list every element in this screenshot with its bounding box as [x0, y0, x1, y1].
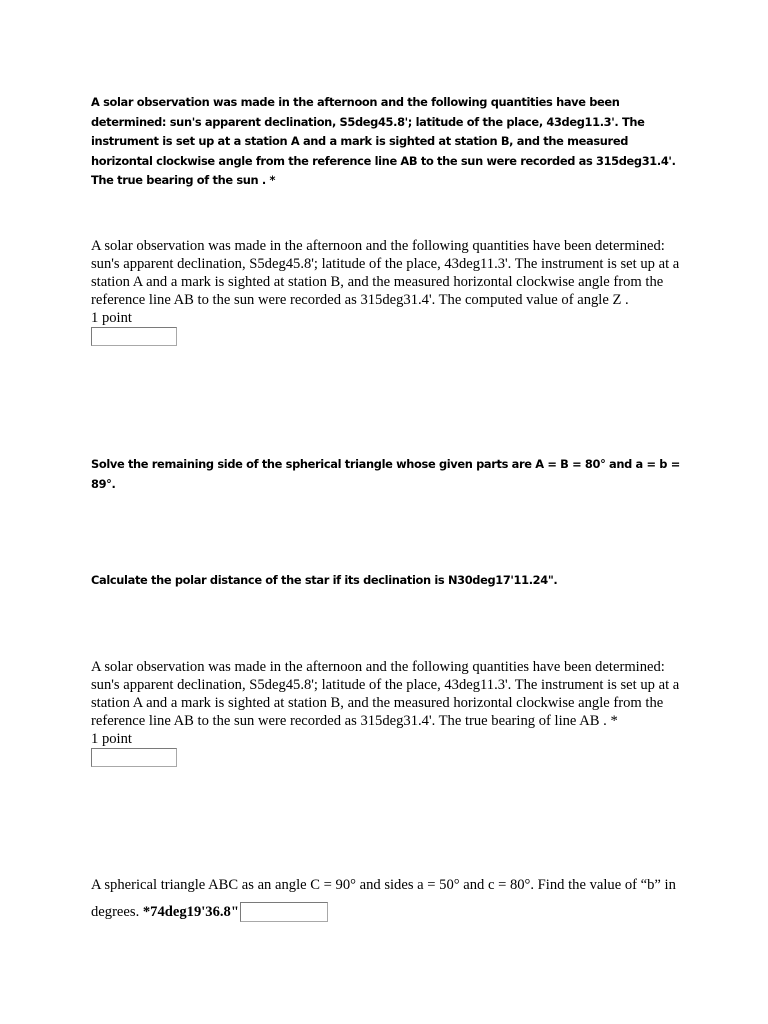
question-5-points: 1 point	[91, 731, 132, 747]
question-6-text: A spherical triangle ABC as an angle C = 90° and sides a = 50° and c = 80°. Find the value of “b” in degrees.	[91, 877, 676, 920]
question-2-points: 1 point	[91, 310, 132, 326]
question-5-answer-input[interactable]	[91, 748, 177, 767]
question-2	[91, 237, 686, 346]
question-3	[91, 455, 686, 494]
question-3-text: Solve the remaining side of the spherical triangle whose given parts are A = B = 80° and a = b = 89°.	[91, 457, 680, 491]
question-4-text: Calculate the polar distance of the star if its declination is N30deg17'11.24".	[91, 573, 558, 587]
question-4	[91, 571, 686, 591]
question-5	[91, 658, 686, 767]
question-1-text: A solar observation was made in the afternoon and the following quantities have been determined: sun's apparent declination, S5deg45.8'; latitude of the place, 43deg11.3'. The instrument is set up at a station A and a mark is sighted at station B, and the measured horizontal clockwise angle from the reference line AB to the sun were recorded as 315deg31.4'. The true bearing of the sun . *	[91, 95, 676, 187]
question-2-text: A solar observation was made in the afternoon and the following quantities have been determined: sun's apparent declination, S5deg45.8'; latitude of the place, 43deg11.3'. The instrument is set up at a station A and a mark is sighted at station B, and the measured horizontal clockwise angle from the reference line AB to the sun were recorded as 315deg31.4'. The computed value of angle Z .	[91, 238, 680, 308]
question-6-answer-input[interactable]	[240, 902, 328, 922]
question-1	[91, 93, 686, 191]
question-2-answer-input[interactable]	[91, 327, 177, 346]
question-6-answer-label: *74deg19'36.8"	[142, 904, 239, 920]
question-6	[91, 872, 691, 926]
question-5-text: A solar observation was made in the afternoon and the following quantities have been determined: sun's apparent declination, S5deg45.8'; latitude of the place, 43deg11.3'. The instrument is set up at a station A and a mark is sighted at station B, and the measured horizontal clockwise angle from the reference line AB to the sun were recorded as 315deg31.4'. The true bearing of line AB . *	[91, 659, 680, 729]
